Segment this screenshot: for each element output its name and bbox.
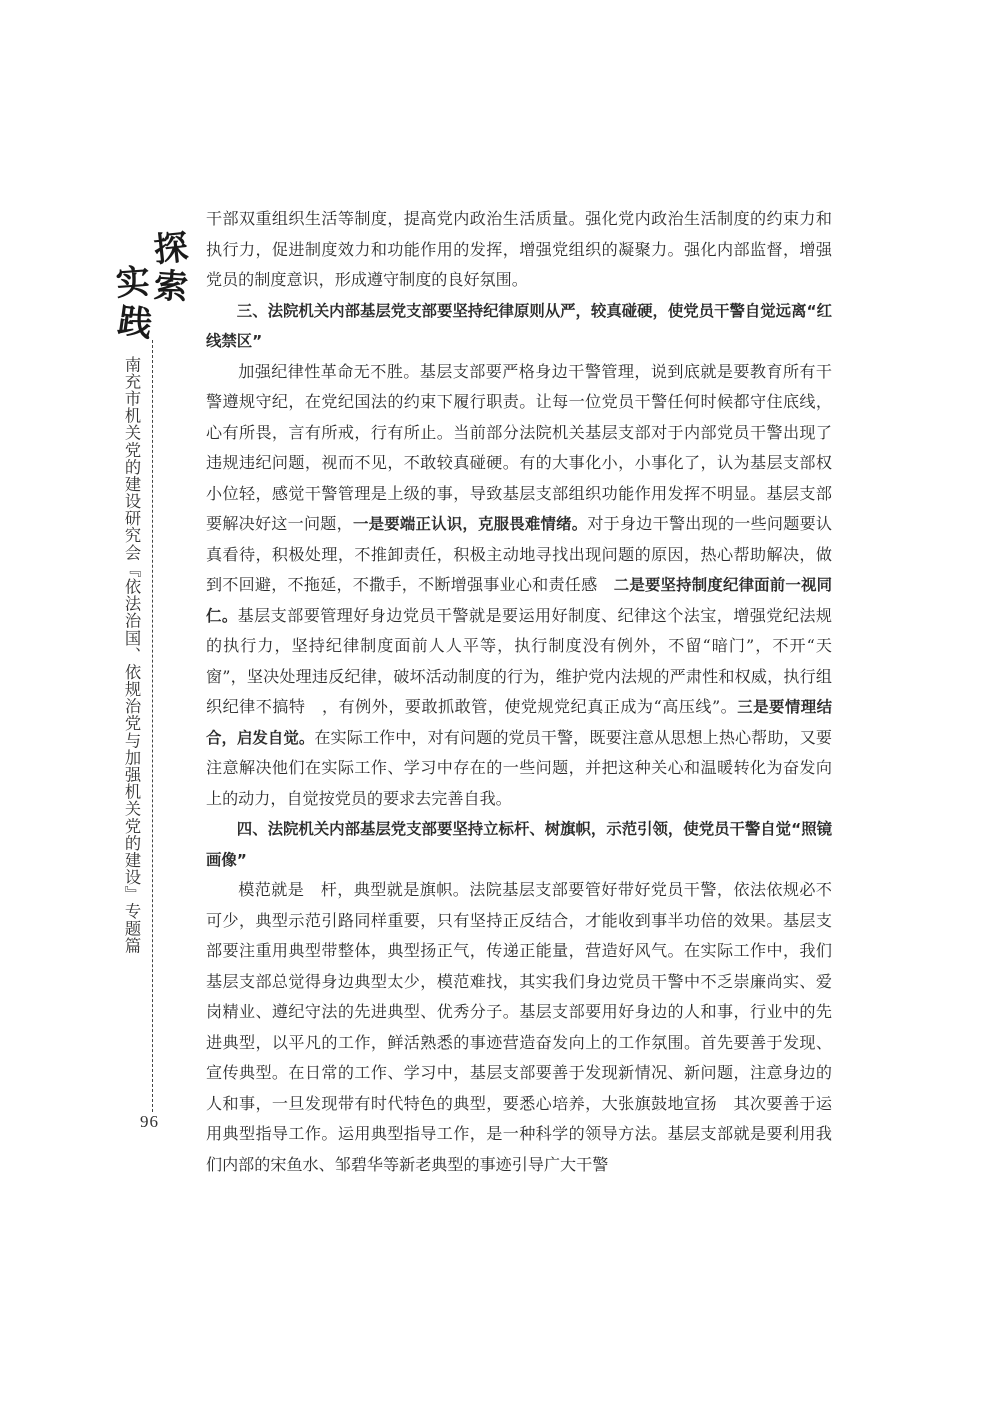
logo-char: 实 [114, 261, 152, 305]
text-run: 加强纪律性革命无不胜。基层支部要严格身边干警管理，说到底就是要教育所有干警遵规守纪，在党纪国法的约束下履行职责。让每一位党员干警任何时候都守住底线，心有所畏，言有所戒，行有所止。当前部分法院机关基层支部对于内部党员干警出现了违规违纪问题，视而不见，不敢较真碰硬。有的大事化小，小事化了，认为基层支部权小位轻，感觉干警管理是上级的事，导致基层支部组织功能作用发挥不明显。基层支部要解决好这一问题， [206, 361, 832, 533]
paragraph [206, 357, 832, 815]
column-logo [110, 227, 190, 346]
text-run: 对于身边干警出现的一些问题要认真看待，积极处理，不推卸责任，积极主动地寻找出现问题的原因，热心帮助解决，做到不回避，不拖延，不撒手，不断增强事业心和责任感 [206, 514, 833, 594]
paragraph: 模范就是 杆，典型就是旗帜。法院基层支部要管好带好党员干警，依法依规必不可少，典型示范引路同样重要，只有坚持正反结合，才能收到事半功倍的效果。基层支部要注重用典型带整体，典型扬正气，传递正能量，营造好风气。在实际工作中，我们基层支部总觉得身边典型太少，模范难找，其实我们身边党员干警中不乏崇廉尚实、爱岗精业、遵纪守法的先进典型、优秀分子。基层支部要用好身边的人和事，行业中的先进典型，以平凡的工作，鲜活熟悉的事迹营造奋发向上的工作氛围。首先要善于发现、宣传典型。在日常的工作、学习中，基层支部要善于发现新情况、新问题，注意身边的人和事，一旦发现带有时代特色的典型，要悉心培养，大张旗鼓地宣扬 其次要善于运用典型指导工作。运用典型指导工作，是一种科学的领导方法。基层支部就是要利用我们内部的宋鱼水、邹碧华等新老典型的事迹引导广大干警 [206, 880, 832, 1174]
logo-char: 探 [152, 227, 190, 271]
section-heading-4: 四、法院机关内部基层党支部要坚持立标杆、树旗帜，示范引领，使党员干警自觉“照镜画像” [206, 820, 832, 869]
logo-char: 践 [115, 300, 155, 346]
text-run: 在实际工作中，对有问题的党员干警，既要注意从思想上热心帮助，又要注意解决他们在实际工作、学习中存在的一些问题，并把这种关心和温暖转化为奋发向上的动力，自觉按党员的要求去完善自我。 [206, 727, 832, 808]
main-text [206, 204, 832, 1180]
section-heading-3: 三、法院机关内部基层党支部要坚持纪律原则从严，较真碰硬，使党员干警自觉远离“红线禁区” [206, 301, 832, 350]
emphasis-text: 三是要情理结合，启发自觉。 [206, 698, 832, 747]
logo-char: 索 [152, 265, 190, 309]
sidebar-dashed-divider [152, 340, 153, 1112]
text-run: 基层支部要管理好身边党员干警就是要运用好制度、纪律这个法宝，增强党纪法规的执行力，坚持纪律制度面前人人平等，执行制度没有例外，不留“暗门”，不开“天窗”，坚决处理违反纪律，破坏活动制度的行为，维护党内法规的严肃性和权威，执行组织纪律不搞特 ，有例外，要敢抓敢管，使党规党纪真正成为“高压线”。 [206, 605, 832, 716]
vertical-section-title: 南充市机关党的建设研究会『依法治国、依规治党与加强机关党的建设』专题篇 [122, 356, 141, 955]
paragraph: 干部双重组织生活等制度，提高党内政治生活质量。强化党内政治生活制度的约束力和执行力，促进制度效力和功能作用的发挥，增强党组织的凝聚力。强化内部监督，增强党员的制度意识，形成遵守制度的良好氛围。 [206, 209, 832, 289]
emphasis-text: 一是要端正认识，克服畏难情绪。 [352, 515, 588, 533]
page-number: 96 [140, 1112, 159, 1131]
emphasis-text: 二是要坚持制度纪律面前一视同仁。 [206, 576, 832, 625]
